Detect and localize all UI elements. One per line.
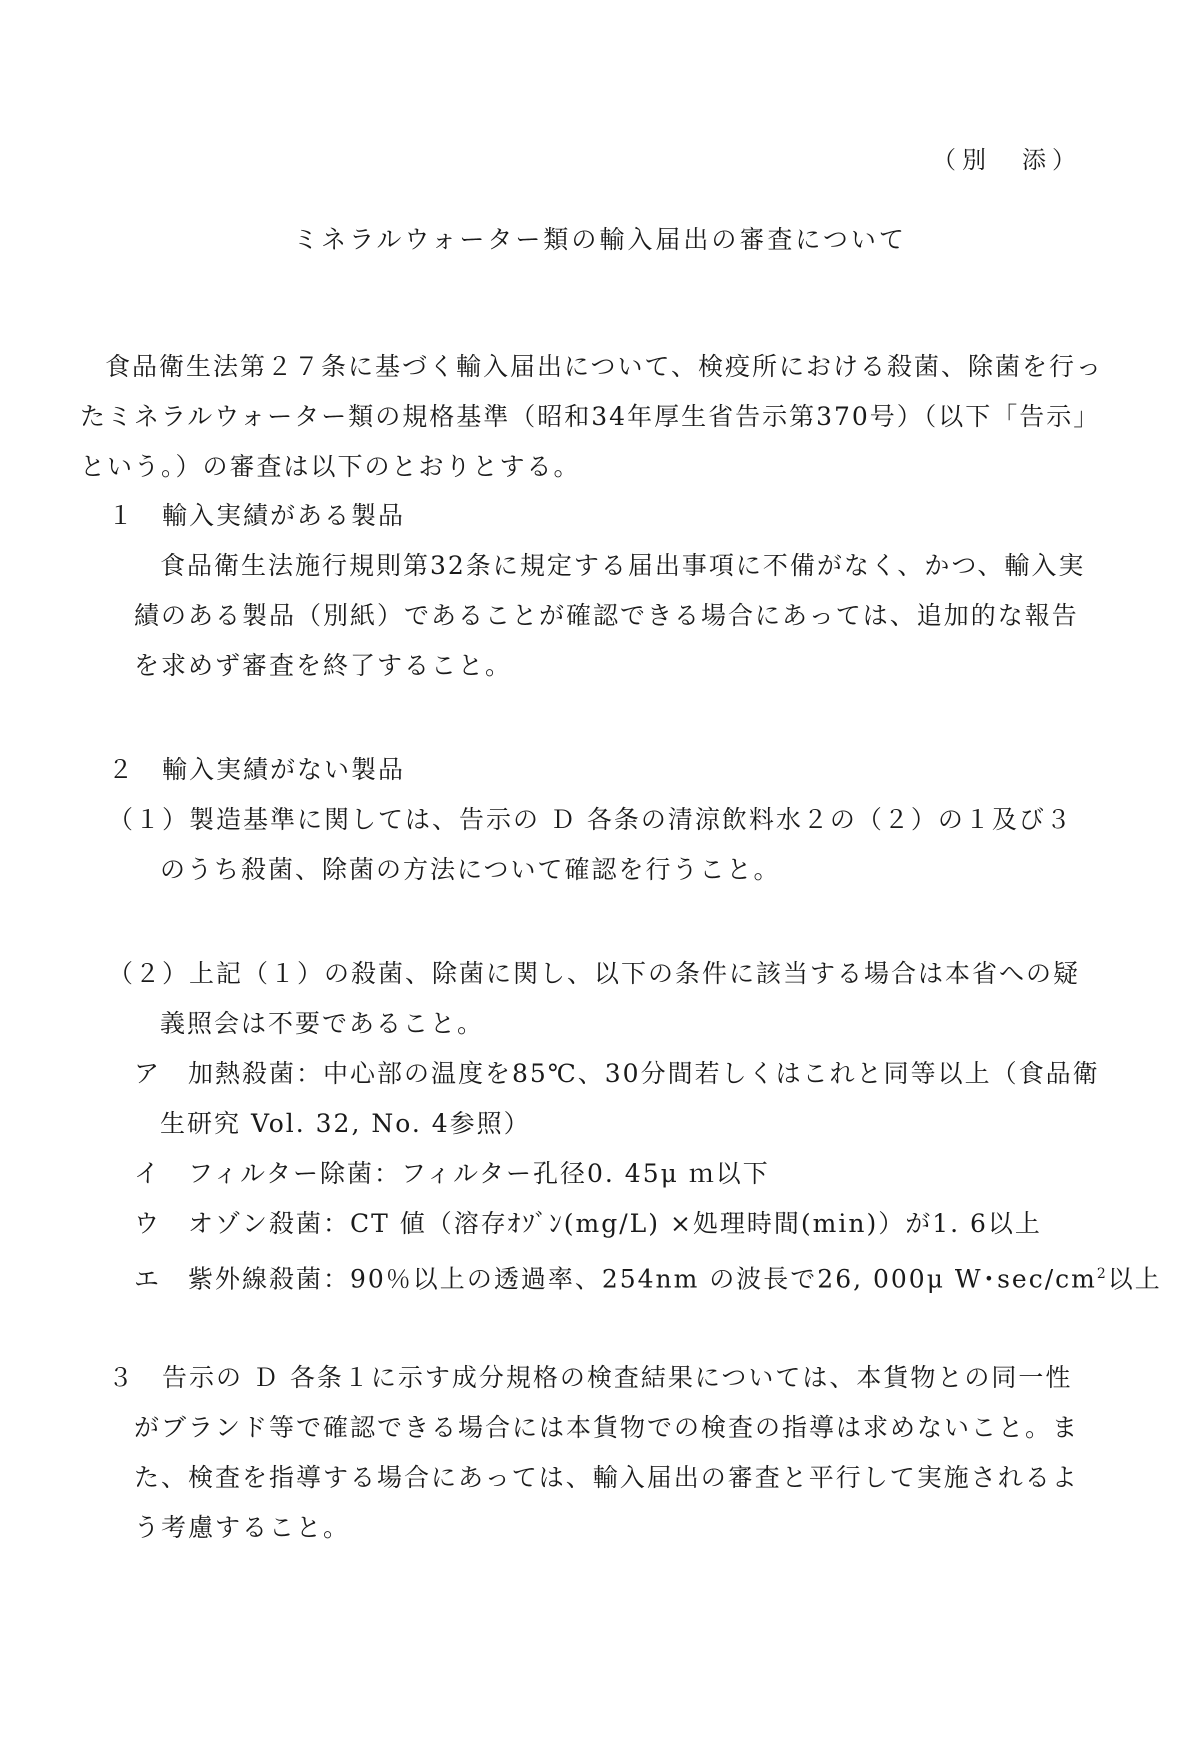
intro-paragraph: 食品衛生法第２７条に基づく輸入届出について、検疫所における殺菌、除菌を行ったミネラルウォーター類の規格基準（昭和34年厚生省告示第370号）（以下「告示」という。）の審査は以下のとおりとする。 <box>80 352 1104 481</box>
condition-i-line: イ フィルター除菌：フィルター孔径0. 45μ ｍ以下 <box>134 1159 770 1188</box>
section1-line1: 食品衛生法施行規則第32条に規定する届出事項に不備がなく、かつ、輸入実 <box>160 551 1086 580</box>
section2-item2-line1: （２）上記（１）の殺菌、除菌に関し、以下の条件に該当する場合は本省への疑 <box>108 959 1081 988</box>
condition-e-superscript: 2 <box>1096 1266 1108 1282</box>
section3-line3: た、検査を指導する場合にあっては、輸入届出の審査と平行して実施されるよ <box>134 1463 1079 1492</box>
condition-e-tail: 以上 <box>1107 1264 1162 1294</box>
section1-heading: １ 輸入実績がある製品 <box>108 501 406 530</box>
condition-a-line1: ア 加熱殺菌：中心部の温度を85℃、30分間若しくはこれと同等以上（食品衛 <box>134 1059 1100 1088</box>
annex-label: （別 添） <box>932 146 1082 174</box>
section3-line2: がブランド等で確認できる場合には本貨物での検査の指導は求めないこと。ま <box>134 1413 1080 1442</box>
section3-line1: ３ 告示の Ｄ 各条１に示す成分規格の検査結果については、本貨物との同一性 <box>108 1363 1073 1392</box>
condition-e-line <box>134 1256 1162 1297</box>
document-title: ミネラルウォーター類の輸入届出の審査について <box>293 225 907 254</box>
section2-item1-line2: のうち殺菌、除菌の方法について確認を行うこと。 <box>160 855 781 884</box>
section2-heading: ２ 輸入実績がない製品 <box>108 755 406 784</box>
condition-a-line2: 生研究 Vol. 32, No. 4参照） <box>160 1109 531 1138</box>
section1-line2: 績のある製品（別紙）であることが確認できる場合にあっては、追加的な報告 <box>134 601 1079 630</box>
section2-item1-line1: （１）製造基準に関しては、告示の Ｄ 各条の清涼飲料水２の（２）の１及び３ <box>108 805 1073 834</box>
section2-item2-line2: 義照会は不要であること。 <box>160 1009 485 1038</box>
condition-u-line: ウ オゾン殺菌：CT 値（溶存ｵｿﾞﾝ(mg/L) ×処理時間(min)）が1. 6以上 <box>134 1209 1042 1238</box>
section1-line3: を求めず審査を終了すること。 <box>134 651 513 680</box>
section3-line4: う考慮すること。 <box>134 1513 351 1542</box>
condition-e-main: エ 紫外線殺菌：90％以上の透過率、254nm の波長で26, 000μ W･sec/cm <box>134 1264 1097 1294</box>
